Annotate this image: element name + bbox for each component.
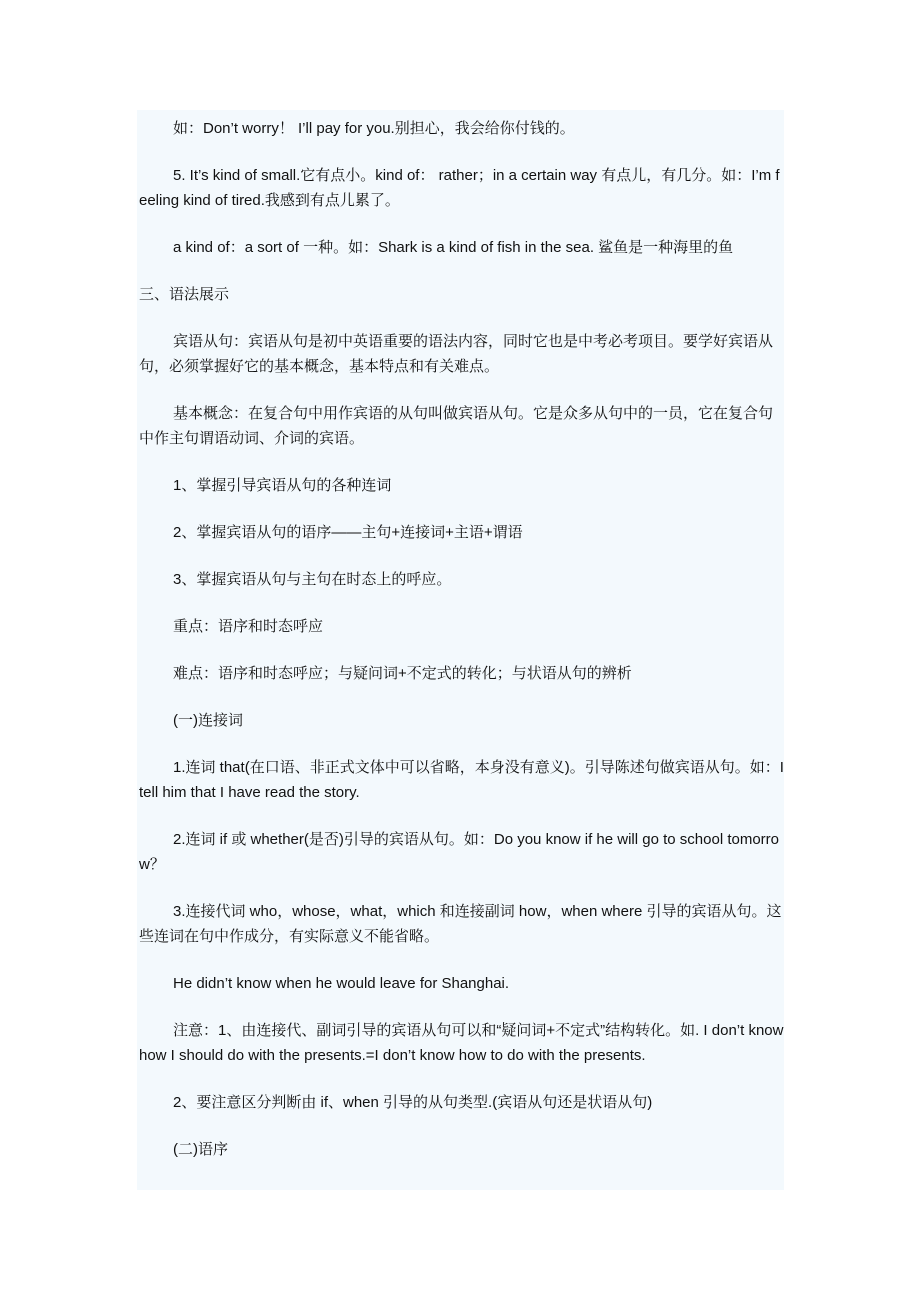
paragraph-key-points: 重点：语序和时态呼应 xyxy=(173,618,324,635)
paragraph-connective-pronouns: 3.连接代词 who，whose，what，which 和连接副词 how，when where 引导的宾语从句。这些连词在句中作成分，有实际意义不能省略。 xyxy=(139,903,782,945)
paragraph-note-2: 2、要注意区分判断由 if、when 引导的从句类型.(宾语从句还是状语从句) xyxy=(173,1094,653,1111)
paragraph-example-shanghai: He didn’t know when he would leave for Shanghai. xyxy=(173,975,510,992)
list-item-3: 3、掌握宾语从句与主句在时态上的呼应。 xyxy=(173,571,452,588)
section-heading-grammar: 三、语法展示 xyxy=(139,286,230,303)
paragraph-basic-concept: 基本概念：在复合句中用作宾语的从句叫做宾语从句。它是众多从句中的一员，它在复合句中作主句谓语动词、介词的宾语。 xyxy=(139,405,774,447)
subheading-conjunctions: (一)连接词 xyxy=(173,712,243,729)
paragraph-conjunction-that: 1.连词 that(在口语、非正式文体中可以省略，本身没有意义)。引导陈述句做宾语从句。如：I tell him that I have read the story. xyxy=(139,759,784,801)
list-item-1: 1、掌握引导宾语从句的各种连词 xyxy=(173,477,392,494)
paragraph-conjunction-if-whether: 2.连词 if 或 whether(是否)引导的宾语从句。如：Do you know if he will go to school tomorrow？ xyxy=(139,831,780,873)
paragraph-example-dont-worry: 如：Don’t worry！ I’ll pay for you.别担心，我会给你付钱的。 xyxy=(173,120,575,137)
paragraph-a-kind-of: a kind of：a sort of 一种。如：Shark is a kind of fish in the sea. 鲨鱼是一种海里的鱼 xyxy=(173,239,734,256)
document-body xyxy=(139,116,784,1184)
paragraph-note-1: 注意：1、由连接代、副词引导的宾语从句可以和“疑问词+不定式”结构转化。如. I don’t know how I should do with the presents.=I don’t know how to do with the presents. xyxy=(139,1022,784,1064)
list-item-2: 2、掌握宾语从句的语序——主句+连接词+主语+谓语 xyxy=(173,524,523,541)
paragraph-difficult-points: 难点：语序和时态呼应；与疑问词+不定式的转化；与状语从句的辨析 xyxy=(173,665,632,682)
paragraph-object-clause-intro: 宾语从句：宾语从句是初中英语重要的语法内容，同时它也是中考必考项目。要学好宾语从句，必须掌握好它的基本概念，基本特点和有关难点。 xyxy=(139,333,774,375)
paragraph-kind-of-small: 5. It’s kind of small.它有点小。kind of： rather；in a certain way 有点儿，有几分。如：I’m feeling kind of tired.我感到有点儿累了。 xyxy=(139,167,780,209)
subheading-word-order: (二)语序 xyxy=(173,1141,228,1158)
